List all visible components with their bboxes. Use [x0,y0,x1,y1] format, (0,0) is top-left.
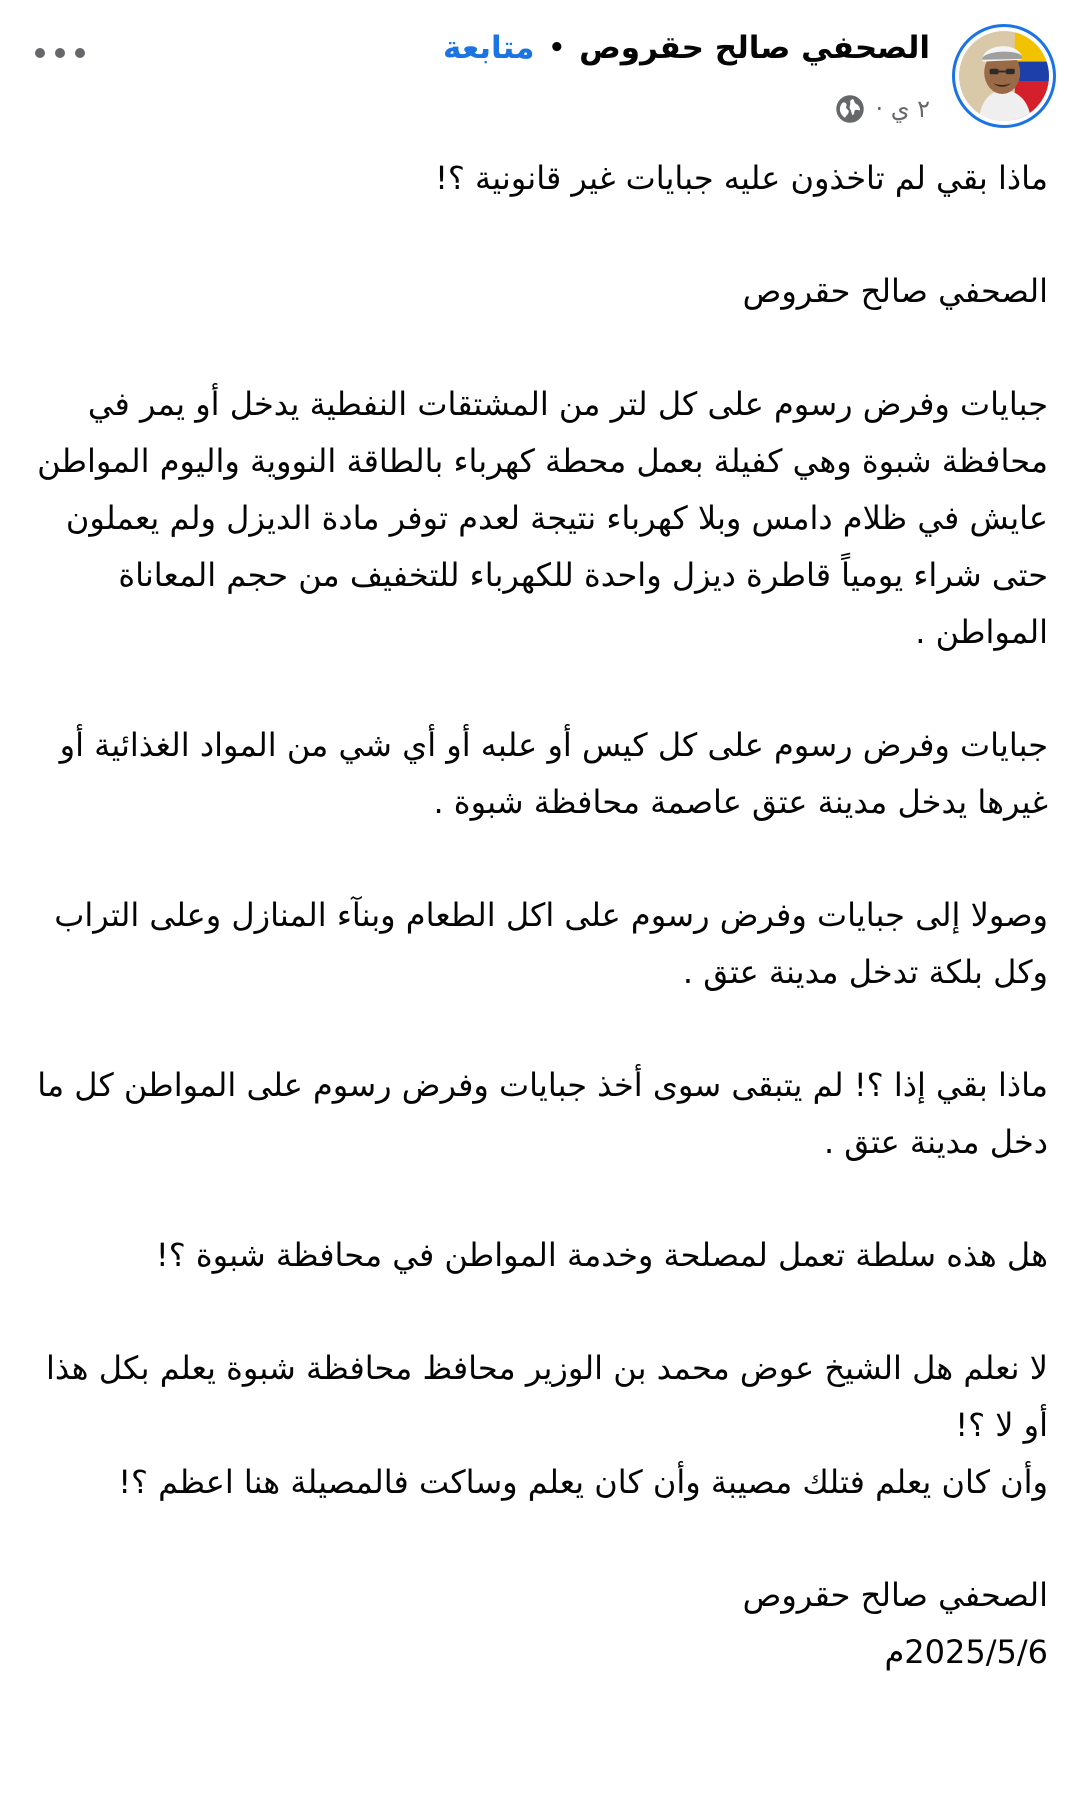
author-line [443,30,930,66]
post-body [18,150,1048,1681]
post-paragraph: وأن كان يعلم فتلك مصيبة وأن كان يعلم وساكت فالمصيلة هنا اعظم ؟! [118,1463,1048,1501]
name-separator: • [548,33,566,63]
post-paragraph-title: ماذا بقي لم تاخذون عليه جبايات غير قانونية ؟! [435,159,1048,197]
post-header [24,24,1056,134]
follow-button[interactable]: متابعة [443,30,535,66]
post-paragraph-byline: الصحفي صالح حقروص [742,272,1048,310]
post-signature: الصحفي صالح حقروص [742,1576,1048,1614]
more-horizontal-icon [33,46,87,60]
post-paragraph: ماذا بقي إذا ؟! لم يتبقى سوى أخذ جبايات وفرض رسوم على المواطن كل ما دخل مدينة عتق . [37,1066,1048,1161]
avatar-portrait-icon [959,31,1049,121]
globe-icon[interactable] [835,94,865,124]
post-paragraph: هل هذه سلطة تعمل لمصلحة وخدمة المواطن في محافظة شبوة ؟! [155,1236,1048,1274]
more-options-button[interactable] [30,38,90,68]
avatar[interactable] [952,24,1056,128]
post-date: 2025/5/6م [884,1633,1048,1671]
post-paragraph: جبايات وفرض رسوم على كل كيس أو علبه أو أي شي من المواد الغذائية أو غيرها يدخل مدينة عتق عاصمة محافظة شبوة . [59,726,1048,821]
post-paragraph: وصولا إلى جبايات وفرض رسوم على اكل الطعام وبنآء المنازل وعلى التراب وكل بلكة تدخل مدينة عتق . [54,896,1048,991]
post-time[interactable]: ٢ ي · [875,95,930,123]
post-paragraph: لا نعلم هل الشيخ عوض محمد بن الوزير محافظ محافظة شبوة يعلم بكل هذا أو لا ؟! [45,1349,1048,1444]
author-name[interactable]: الصحفي صالح حقروص [579,30,930,66]
post-paragraph: جبايات وفرض رسوم على كل لتر من المشتقات النفطية يدخل أو يمر في محافظة شبوة وهي كفيلة بعمل محطة كهرباء بالطاقة النووية واليوم المواطن عايش في ظلام دامس وبلا كهرباء نتيجة لعدم توفر مادة الديزل ولم يعملون حتى شراء يومياً قاطرة ديزل واحدة للكهرباء للتخفيف من حجم المعاناة المواطن . [37,385,1048,651]
post-meta [835,94,930,124]
avatar-image [959,31,1049,121]
